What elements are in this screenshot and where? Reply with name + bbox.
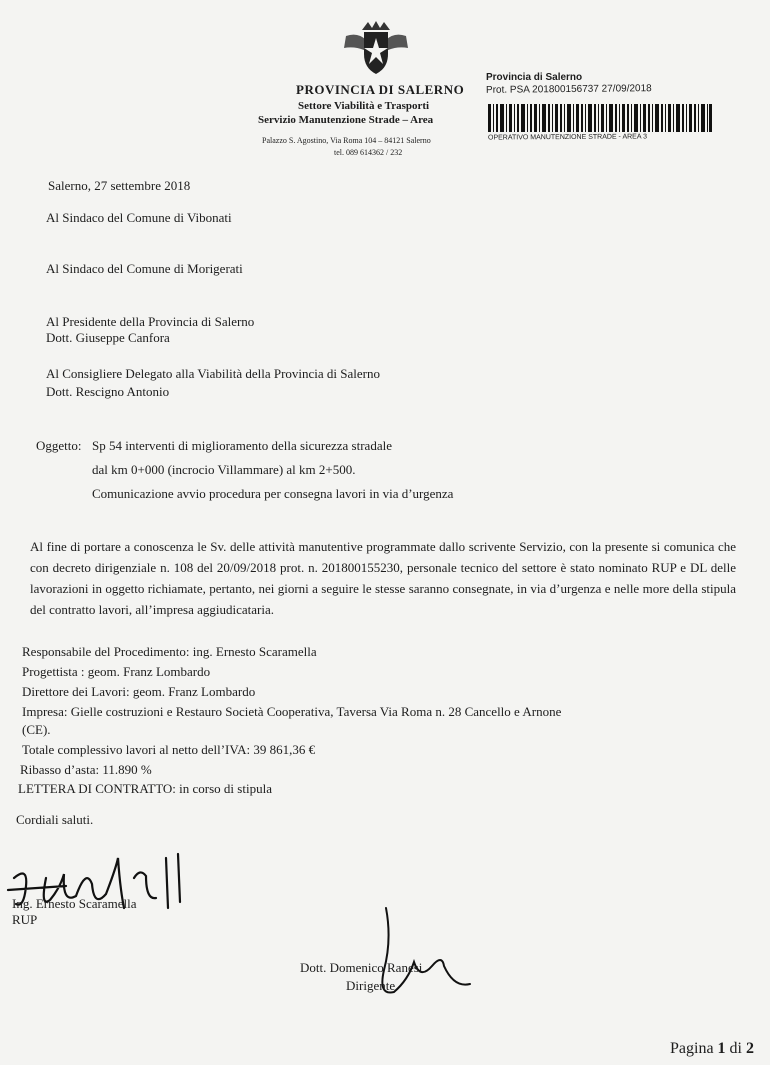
subject-line-2: dal km 0+000 (incrocio Villammare) al km 2+500. xyxy=(92,462,356,477)
date-line: Salerno, 27 settembre 2018 xyxy=(48,178,191,193)
province-emblem-icon xyxy=(340,20,412,78)
header-address: Palazzo S. Agostino, Via Roma 104 – 84121 Salerno xyxy=(262,136,431,145)
closing: Cordiali saluti. xyxy=(16,812,94,827)
sector-name: Settore Viabilità e Trasporti xyxy=(298,100,430,112)
detail-direttore: Direttore dei Lavori: geom. Franz Lombardo xyxy=(22,684,256,699)
page-total: 2 xyxy=(746,1040,754,1057)
stamp-footer: OPERATIVO MANUTENZIONE STRADE - AREA 3 xyxy=(487,133,647,142)
detail-totale: Totale complessivo lavori al netto dell’IVA: 39 861,36 € xyxy=(22,742,316,757)
signer1-role: RUP xyxy=(12,912,38,927)
body-paragraph: Al fine di portare a conoscenza le Sv. delle attività manutentive programmate dallo scrivente Servizio, con la presente si comunica che con decreto dirigenziale n. 108 del 20/09/2018 prot. n. 201800155230, personale tecnico del settore è stato nominato RUP e DL delle lavorazioni in oggetto richiamate, pertanto, nei giorni a seguire le stesse saranno consegnate, in via d’urgenza e nelle more della stipula del contratto lavori, all’impresa aggiudicataria. xyxy=(30,539,736,617)
stamp-issuer: Provincia di Salerno xyxy=(486,72,583,83)
signer1-name: Ing. Ernesto Scaramella xyxy=(12,896,137,911)
stamp-protocol: Prot. PSA 201800156737 27/09/2018 xyxy=(485,83,652,96)
recipient-2: Al Sindaco del Comune di Morigerati xyxy=(46,261,243,276)
detail-progettista: Progettista : geom. Franz Lombardo xyxy=(22,664,211,679)
subject-line-3: Comunicazione avvio procedura per consegna lavori in via d’urgenza xyxy=(92,486,454,501)
page-label: Pagina xyxy=(670,1040,714,1057)
detail-ribasso: Ribasso d’asta: 11.890 % xyxy=(20,762,152,777)
detail-impresa-cont: (CE). xyxy=(22,722,51,737)
recipient-3: Al Presidente della Provincia di Salerno xyxy=(46,314,255,329)
subject-label: Oggetto: xyxy=(36,438,82,453)
recipient-4-name: Dott. Rescigno Antonio xyxy=(46,384,170,399)
signer2-role: Dirigente xyxy=(346,978,396,993)
organization-name: PROVINCIA DI SALERNO xyxy=(296,82,465,97)
page-number xyxy=(670,1040,754,1058)
recipient-4: Al Consigliere Delegato alla Viabilità della Provincia di Salerno xyxy=(46,366,381,381)
detail-lettera: LETTERA DI CONTRATTO: in corso di stipula xyxy=(18,781,272,796)
recipient-3-name: Dott. Giuseppe Canfora xyxy=(46,330,170,345)
service-name: Servizio Manutenzione Strade – Area xyxy=(258,114,434,126)
barcode-icon xyxy=(488,104,712,132)
recipient-1: Al Sindaco del Comune di Vibonati xyxy=(46,210,232,225)
detail-impresa: Impresa: Gielle costruzioni e Restauro Società Cooperativa, Taversa Via Roma n. 28 Cancello e Arnone xyxy=(22,704,562,719)
page-current: 1 xyxy=(717,1040,726,1057)
subject-line-1: Sp 54 interventi di miglioramento della sicurezza stradale xyxy=(92,438,392,453)
header-phone: tel. 089 614362 / 232 xyxy=(334,148,403,157)
detail-responsabile: Responsabile del Procedimento: ing. Ernesto Scaramella xyxy=(22,644,317,659)
page-sep: di xyxy=(729,1040,742,1057)
signer2-name: Dott. Domenico Ranesi xyxy=(300,960,423,975)
